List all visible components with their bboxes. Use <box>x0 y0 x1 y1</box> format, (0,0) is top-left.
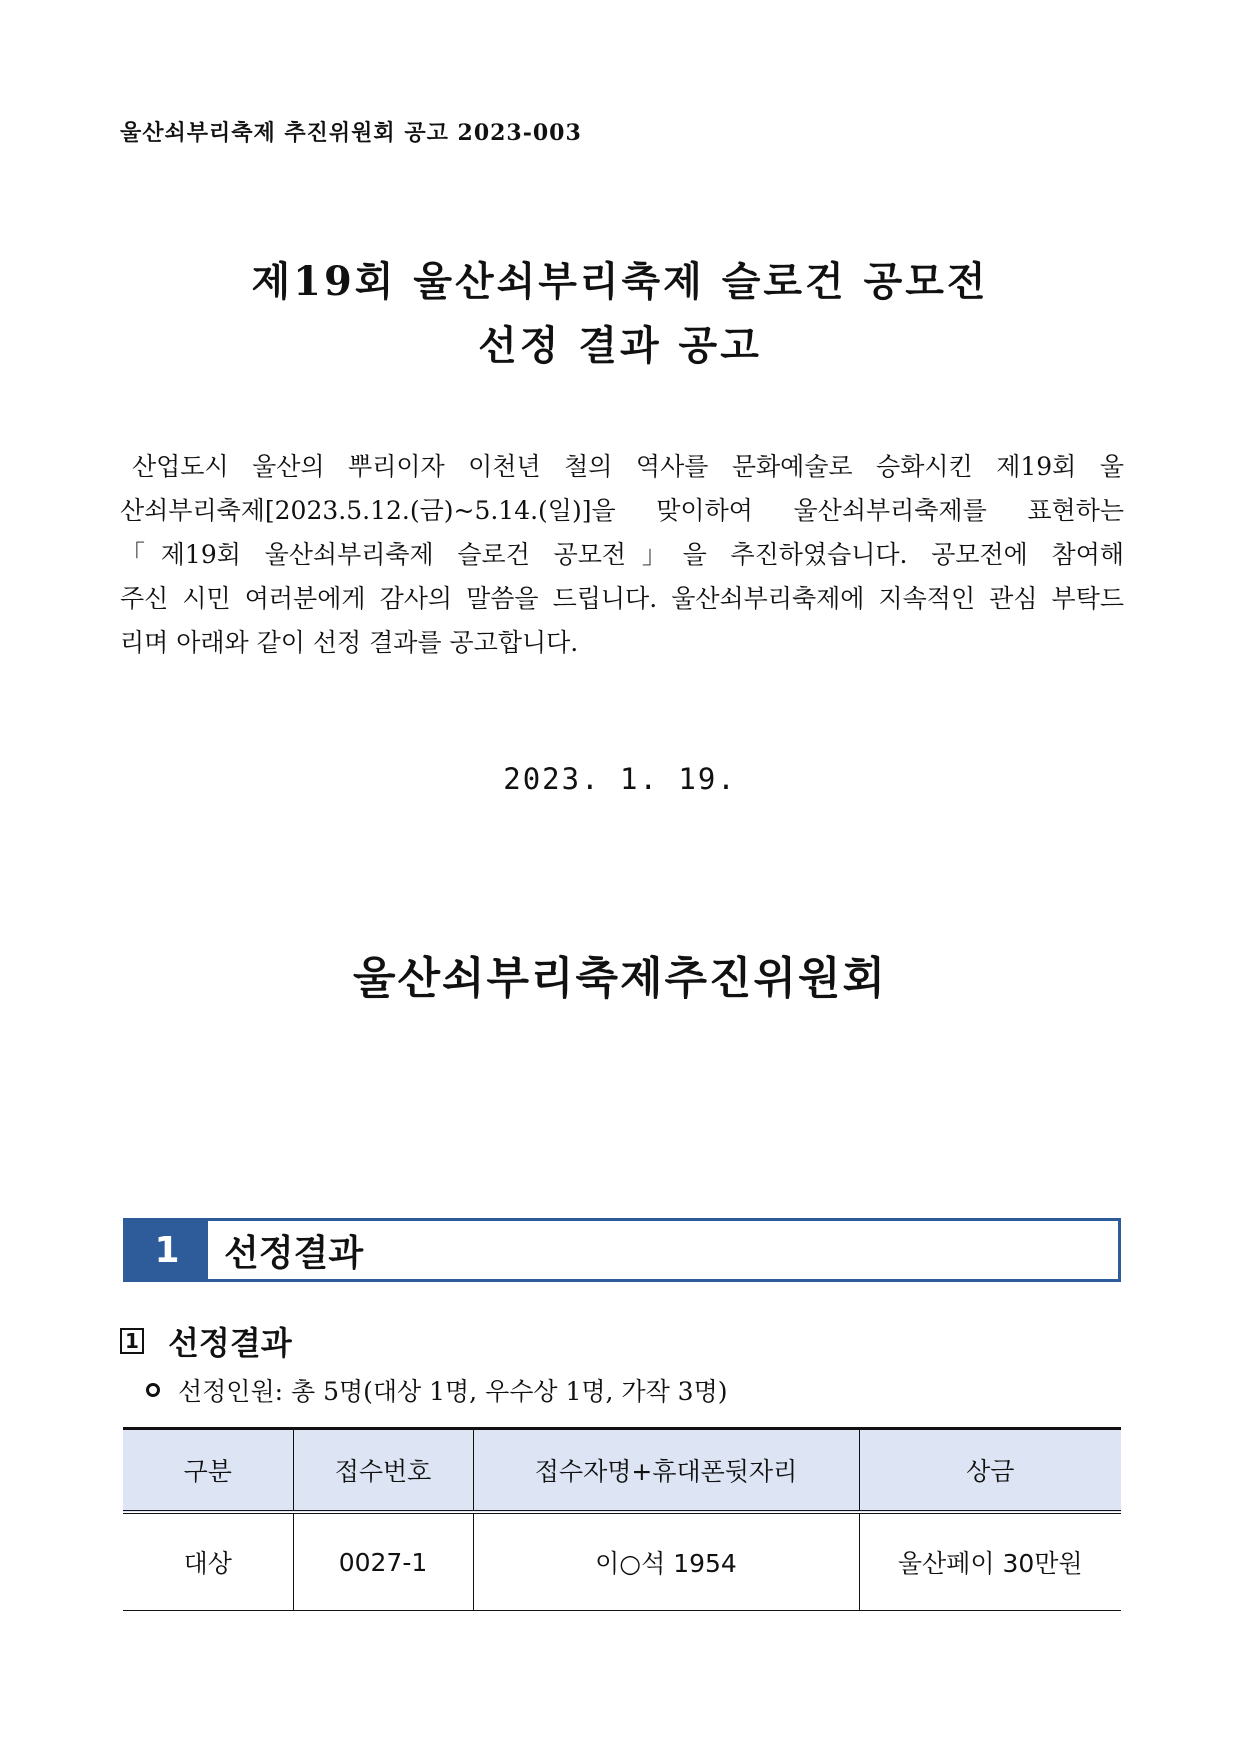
boxed-number-icon: 1 <box>120 1328 144 1354</box>
cell-entrant: 이○석 1954 <box>473 1512 859 1611</box>
column-header-category: 구분 <box>123 1429 293 1513</box>
notice-body <box>120 445 1124 665</box>
column-header-entry-number: 접수번호 <box>293 1429 473 1513</box>
cell-entry-number: 0027-1 <box>293 1512 473 1611</box>
body-line: 리며 아래와 같이 선정 결과를 공고합니다. <box>120 628 579 657</box>
column-header-prize: 상금 <box>859 1429 1121 1513</box>
notice-date: 2023. 1. 19. <box>503 762 737 796</box>
body-line: 주신 시민 여러분에게 감사의 말씀을 드립니다. 울산쇠부리축제에 지속적인 관심 부탁드 <box>120 584 1124 613</box>
table-header-row <box>123 1429 1121 1513</box>
section-number: 1 <box>126 1221 208 1279</box>
notice-reference: 울산쇠부리축제 추진위원회 공고 2023-003 <box>120 120 582 146</box>
column-header-entrant: 접수자명+휴대폰뒷자리 <box>473 1429 859 1513</box>
subsection-heading <box>120 1318 292 1364</box>
table-row <box>123 1512 1121 1611</box>
cell-category: 대상 <box>123 1512 293 1611</box>
body-line: 산업도시 울산의 뿌리이자 이천년 철의 역사를 문화예술로 승화시킨 제19회 울 <box>132 452 1124 481</box>
selection-count-text: 선정인원: 총 5명(대상 1명, 우수상 1명, 가작 3명) <box>178 1377 728 1406</box>
circle-bullet-icon <box>146 1383 160 1397</box>
cell-prize: 울산페이 30만원 <box>859 1512 1121 1611</box>
subsection-title: 선정결과 <box>168 1324 292 1362</box>
result-table <box>123 1427 1121 1611</box>
page-title: 제19회 울산쇠부리축제 슬로건 공모전 <box>251 258 989 305</box>
organization-name: 울산쇠부리축제추진위원회 <box>352 953 888 1004</box>
section-header <box>123 1218 1121 1282</box>
body-line: 산쇠부리축제[2023.5.12.(금)~5.14.(일)]을 맞이하여 울산쇠부리축제를 표현하는 <box>120 496 1124 525</box>
body-line: 「제19회 울산쇠부리축제 슬로건 공모전」을 추진하였습니다. 공모전에 참여해 <box>120 540 1124 569</box>
page-subtitle: 선정 결과 공고 <box>478 322 762 369</box>
section-title: 선정결과 <box>224 1232 364 1274</box>
selection-count-line <box>146 1372 727 1408</box>
